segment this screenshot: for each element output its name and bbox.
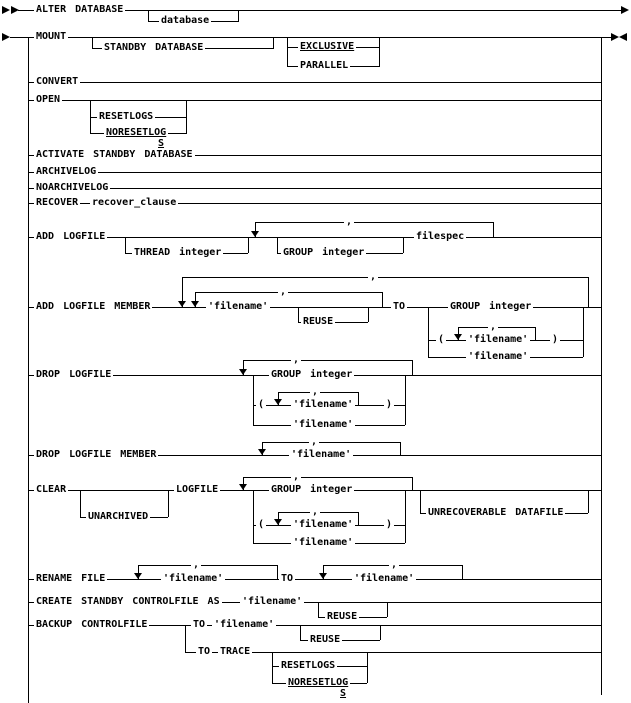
kw-database: database [161,15,210,26]
rail-line-horizontal [138,565,277,566]
kw-group-integer: GROUP integer [271,484,353,495]
loop-arrow-down-icon [454,334,462,340]
comma-separator: , [311,436,318,447]
kw-filename: 'filename' [354,573,415,584]
rail-line-vertical [287,37,288,67]
comma-separator: , [293,354,300,365]
rail-line-vertical [125,237,126,253]
kw-exclusive: EXCLUSIVE [300,41,355,52]
rail-line-vertical [253,375,254,425]
kw-backup-controlfile: BACKUP CONTROLFILE [36,619,148,630]
comma-separator: , [346,216,353,227]
kw-thread-integer: THREAD integer [134,247,222,258]
rail-line-vertical [462,565,463,579]
rail-line-vertical [28,37,29,703]
comma-separator: , [312,386,319,397]
comma-separator: , [193,559,200,570]
kw-create-standby-controlfile-as: CREATE STANDBY CONTROLFILE AS [36,596,220,607]
paren-open: ( [258,399,265,410]
rail-line-vertical [273,37,274,49]
kw-open: OPEN [36,94,61,105]
loop-arrow-down-icon [134,573,142,579]
kw-logfile: LOGFILE [176,484,219,495]
loop-arrow-down-icon [319,573,327,579]
rail-line-horizontal [28,172,601,173]
kw-filename: 'filename' [293,519,354,530]
rail-line-vertical [412,477,413,490]
paren-open: ( [438,334,445,345]
rail-line-vertical [420,490,421,513]
rail-line-vertical [428,307,429,357]
paren-close: ) [552,334,559,345]
rail-line-horizontal [28,82,601,83]
kw-group-integer: GROUP integer [450,301,532,312]
kw-add-logfile-member: ADD LOGFILE MEMBER [36,301,151,312]
rail-line-vertical [272,652,273,683]
rail-line-vertical [253,490,254,543]
rail-line-vertical [277,237,278,253]
rail-line-horizontal [195,292,382,293]
kw-group-integer: GROUP integer [271,369,353,380]
kw-to: TO [281,573,294,584]
kw-filename: 'filename' [293,537,354,548]
kw-to: TO [393,301,406,312]
paren-open: ( [258,519,265,530]
kw-parallel: PARALLEL [300,60,349,71]
rail-line-vertical [368,307,369,322]
rail-line-vertical [358,512,359,525]
rail-line-vertical [380,625,381,640]
kw-filename: 'filename' [468,334,529,345]
kw-filename: 'filename' [242,596,303,607]
rail-line-vertical [358,392,359,405]
kw-noresetlogs-wrap-s: S [158,138,165,149]
rail-line-vertical [588,277,589,307]
comma-separator: , [312,506,319,517]
kw-drop-logfile-member: DROP LOGFILE MEMBER [36,449,157,460]
rail-line-vertical [583,307,584,357]
comma-separator: , [391,559,398,570]
comma-separator: , [490,321,497,332]
kw-reuse: REUSE [327,611,358,622]
kw-mount: MOUNT [36,31,67,42]
kw-filename: 'filename' [293,399,354,410]
loop-arrow-down-icon [258,449,266,455]
rail-line-vertical [379,37,380,67]
rail-line-horizontal [28,188,601,189]
kw-drop-logfile: DROP LOGFILE [36,369,112,380]
kw-filename: 'filename' [468,351,529,362]
rail-line-vertical [382,292,383,307]
rail-line-vertical [185,625,186,652]
kw-unrecoverable-datafile: UNRECOVERABLE DATAFILE [428,507,564,518]
paren-close: ) [386,399,393,410]
loop-arrow-down-icon [274,399,282,405]
rail-line-vertical [387,602,388,617]
comma-separator: , [370,271,377,282]
kw-filename: 'filename' [163,573,224,584]
rail-line-vertical [405,490,406,543]
kw-archivelog: ARCHIVELOG [36,166,97,177]
rail-line-vertical [168,490,169,517]
rail-line-horizontal [255,222,493,223]
kw-clear: CLEAR [36,484,67,495]
kw-trace: TRACE [220,646,251,657]
rail-line-vertical [601,37,602,695]
rail-line-vertical [277,565,278,579]
kw-filespec: filespec [416,231,465,242]
kw-noresetlogs: NORESETLOG [106,127,167,138]
rail-line-vertical [367,652,368,683]
rail-line-horizontal [243,477,412,478]
kw-standby-database: STANDBY DATABASE [104,42,204,53]
rail-line-horizontal [10,37,611,38]
rail-line-horizontal [28,100,601,101]
rail-line-horizontal [28,237,601,238]
comma-separator: , [293,471,300,482]
rail-line-vertical [588,490,589,513]
kw-noresetlogs-wrap-s: S [340,688,347,699]
kw-filename: 'filename' [293,419,354,430]
rail-line-vertical [238,10,239,22]
rail-line-vertical [318,602,319,617]
arrow-right-icon [2,33,10,41]
rail-line-vertical [400,442,401,455]
rail-line-horizontal [243,360,412,361]
arrow-left-icon [619,33,627,41]
rail-line-vertical [535,327,536,340]
kw-resetlogs: RESETLOGS [99,111,154,122]
rail-line-vertical [412,360,413,375]
rail-line-vertical [80,490,81,517]
loop-arrow-down-icon [239,484,247,490]
kw-noresetlogs: NORESETLOG [288,677,349,688]
loop-arrow-down-icon [191,301,199,307]
comma-separator: , [280,286,287,297]
kw-recover: RECOVER [36,197,79,208]
kw-noarchivelog: NOARCHIVELOG [36,182,109,193]
kw-to: TO [193,619,206,630]
loop-arrow-down-icon [251,231,259,237]
kw-reuse: REUSE [310,634,341,645]
kw-filename: 'filename' [291,449,352,460]
kw-alter-database: ALTER DATABASE [36,4,124,15]
rail-line-vertical [405,375,406,425]
kw-filename: 'filename' [208,301,269,312]
rail-line-vertical [248,237,249,253]
kw-add-logfile: ADD LOGFILE [36,231,106,242]
kw-filename: 'filename' [214,619,275,630]
kw-recover-clause: recover_clause [92,197,177,208]
rail-line-vertical [493,222,494,237]
kw-resetlogs: RESETLOGS [281,660,336,671]
loop-arrow-down-icon [239,369,247,375]
rail-line-vertical [403,237,404,253]
kw-rename-file: RENAME FILE [36,573,106,584]
rail-line-vertical [300,625,301,640]
arrow-right-icon [2,6,10,14]
loop-arrow-down-icon [274,519,282,525]
kw-to: TO [198,646,211,657]
arrow-right-icon [611,33,619,41]
rail-line-horizontal [28,579,601,580]
arrow-right-icon [621,6,629,14]
arrow-right-icon [11,6,19,14]
kw-unarchived: UNARCHIVED [88,511,149,522]
rail-line-horizontal [182,277,588,278]
rail-line-vertical [186,100,187,134]
rail-line-horizontal [262,442,400,443]
kw-convert: CONVERT [36,76,79,87]
paren-close: ) [386,519,393,530]
rail-line-vertical [298,307,299,322]
kw-group-integer: GROUP integer [283,247,365,258]
loop-arrow-down-icon [178,301,186,307]
kw-reuse: REUSE [303,316,334,327]
kw-activate-standby-database: ACTIVATE STANDBY DATABASE [36,149,193,160]
